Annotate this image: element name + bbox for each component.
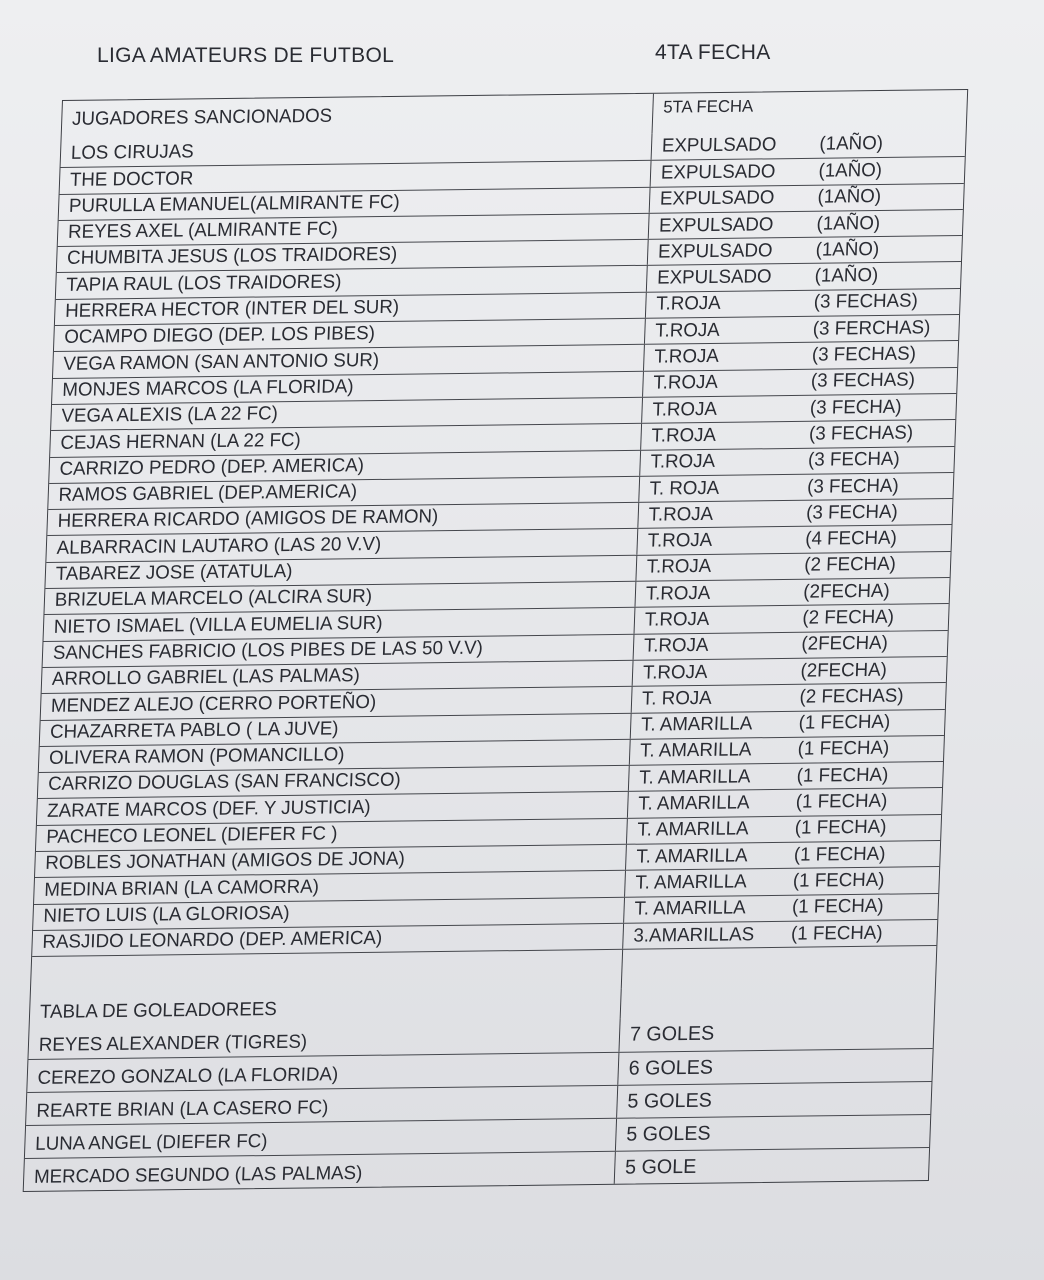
sanction-cell bbox=[650, 184, 964, 213]
sanction-duration: (2FECHA) bbox=[801, 632, 889, 656]
spacer-cell bbox=[622, 946, 937, 989]
player-cell: RAMOS GABRIEL (DEP.AMERICA) bbox=[48, 477, 640, 509]
sanction-type: T. AMARILLA bbox=[634, 897, 747, 920]
sanction-cell bbox=[634, 631, 948, 660]
sanction-duration: (1AÑO) bbox=[816, 212, 881, 235]
player-cell: CARRIZO PEDRO (DEP. AMERICA) bbox=[49, 450, 641, 482]
sanction-duration: (3 FECHA) bbox=[805, 501, 899, 524]
sanction-type: T.ROJA bbox=[643, 635, 709, 657]
sanction-type: EXPULSADO bbox=[661, 134, 777, 157]
sanction-type: T.ROJA bbox=[642, 661, 708, 684]
sanction-duration: (2 FECHA) bbox=[803, 554, 897, 577]
sanction-duration: (1 FECHA) bbox=[798, 711, 891, 734]
sanction-duration: (1 FECHA) bbox=[794, 816, 887, 840]
player-cell: NIETO LUIS (LA GLORIOSA) bbox=[33, 897, 625, 929]
sanction-type: T. ROJA bbox=[641, 687, 713, 710]
player-cell: PURULLA EMANUEL(ALMIRANTE FC) bbox=[59, 187, 651, 219]
scorer-player-cell: MERCADO SEGUNDO (LAS PALMAS) bbox=[24, 1152, 616, 1191]
scorer-player-cell: REARTE BRIAN (LA CASERO FC) bbox=[26, 1086, 618, 1125]
sanction-type: T. AMARILLA bbox=[638, 766, 751, 789]
sanction-type: T.ROJA bbox=[645, 582, 711, 605]
player-cell: ALBARRACIN LAUTARO (LAS 20 V.V) bbox=[46, 529, 638, 561]
player-cell: TABAREZ JOSE (ATATULA) bbox=[45, 556, 637, 588]
scorer-player-cell: CEREZO GONZALO (LA FLORIDA) bbox=[27, 1053, 619, 1092]
sanction-duration: (1 FECHA) bbox=[792, 869, 885, 892]
player-cell: HERRERA RICARDO (AMIGOS DE RAMON) bbox=[47, 503, 639, 535]
player-cell: OLIVERA RAMON (POMANCILLO) bbox=[39, 740, 631, 772]
sanction-rows bbox=[32, 130, 966, 956]
player-cell: MENDEZ ALEJO (CERRO PORTEÑO) bbox=[41, 687, 633, 719]
sanction-duration: (3 FECHAS) bbox=[810, 369, 916, 393]
sanction-duration: (1 FECHA) bbox=[797, 738, 890, 761]
scorer-goals-cell: 5 GOLES bbox=[627, 1089, 713, 1113]
sanction-cell bbox=[635, 578, 949, 607]
player-cell: BRIZUELA MARCELO (ALCIRA SUR) bbox=[44, 582, 636, 614]
player-cell: CHUMBITA JESUS (LOS TRAIDORES) bbox=[57, 240, 649, 272]
sanction-duration: (2 FECHA) bbox=[802, 606, 895, 629]
sanction-cell bbox=[629, 762, 943, 791]
sanction-cell bbox=[640, 447, 954, 476]
sanction-type: T. ROJA bbox=[649, 477, 720, 500]
sanction-type: EXPULSADO bbox=[660, 161, 776, 184]
sanction-type: EXPULSADO bbox=[659, 187, 775, 210]
player-cell: VEGA ALEXIS (LA 22 FC) bbox=[51, 398, 643, 430]
sanction-duration: (2FECHA) bbox=[803, 580, 891, 603]
sanction-duration: (3 FERCHAS) bbox=[812, 317, 931, 340]
sanction-duration: (1AÑO) bbox=[814, 265, 879, 287]
sanction-type: T.ROJA bbox=[644, 608, 710, 631]
sanction-duration: (3 FECHA) bbox=[806, 475, 900, 498]
player-cell: REYES AXEL (ALMIRANTE FC) bbox=[58, 214, 650, 246]
sanction-cell bbox=[624, 894, 938, 923]
sanction-duration: (1AÑO) bbox=[817, 186, 882, 208]
league-title: LIGA AMATEURS DE FUTBOL bbox=[97, 44, 395, 67]
player-cell: VEGA RAMON (SAN ANTONIO SUR) bbox=[53, 345, 645, 377]
sanction-type: T.ROJA bbox=[652, 398, 718, 421]
scorer-goals-cell: 6 GOLES bbox=[628, 1056, 714, 1080]
round-title: 4TA FECHA bbox=[655, 41, 771, 64]
sanction-cell bbox=[636, 552, 950, 581]
sanction-type: T.ROJA bbox=[648, 503, 714, 526]
sanction-type: T.ROJA bbox=[653, 345, 720, 368]
sanction-cell bbox=[638, 499, 952, 528]
scorers-title: TABLA DE GOLEADOREES bbox=[30, 989, 622, 1026]
sanction-duration: (3 FECHAS) bbox=[808, 422, 914, 445]
sanction-cell bbox=[651, 157, 965, 186]
sanction-cell bbox=[623, 920, 937, 949]
sanction-type: T. AMARILLA bbox=[635, 871, 748, 894]
sanction-cell bbox=[643, 368, 957, 397]
sanction-duration: (1 FECHA) bbox=[793, 843, 886, 866]
sanction-duration: (3 FECHAS) bbox=[813, 290, 919, 314]
sanction-type: T. AMARILLA bbox=[640, 713, 753, 736]
sanction-cell bbox=[633, 657, 947, 686]
player-cell: TAPIA RAUL (LOS TRAIDORES) bbox=[56, 266, 648, 298]
scorer-goals-cell: 5 GOLES bbox=[625, 1122, 712, 1146]
sanction-type: EXPULSADO bbox=[656, 266, 772, 289]
player-cell: MEDINA BRIAN (LA CAMORRA) bbox=[34, 871, 626, 903]
player-cell: LOS CIRUJAS bbox=[61, 134, 653, 167]
scorer-goals-cell: 5 GOLE bbox=[624, 1155, 697, 1179]
header-players: JUGADORES SANCIONADOS bbox=[62, 94, 654, 141]
sanction-type: 3.AMARILLAS bbox=[633, 923, 755, 947]
sanction-type: EXPULSADO bbox=[658, 213, 774, 237]
sanction-cell bbox=[647, 262, 961, 291]
sanction-cell bbox=[626, 841, 940, 870]
player-cell: HERRERA HECTOR (INTER DEL SUR) bbox=[55, 293, 647, 325]
sanction-cell bbox=[637, 525, 951, 554]
player-cell: ROBLES JONATHAN (AMIGOS DE JONA) bbox=[35, 845, 627, 877]
player-cell: THE DOCTOR bbox=[60, 161, 652, 193]
sanction-duration: (1 FECHA) bbox=[791, 895, 884, 918]
sanction-cell bbox=[646, 289, 960, 318]
scorers-title-cell bbox=[621, 985, 935, 1019]
sanction-cell bbox=[627, 815, 941, 844]
sanction-duration: (1 FECHA) bbox=[795, 790, 888, 813]
player-cell: OCAMPO DIEGO (DEP. LOS PIBES) bbox=[54, 319, 646, 351]
sanction-cell bbox=[630, 736, 944, 765]
player-cell: NIETO ISMAEL (VILLA EUMELIA SUR) bbox=[44, 608, 636, 640]
player-cell: CARRIZO DOUGLAS (SAN FRANCISCO) bbox=[38, 766, 630, 798]
player-cell: ZARATE MARCOS (DEF. Y JUSTICIA) bbox=[37, 792, 629, 824]
sanction-duration: (1 FECHA) bbox=[790, 922, 883, 945]
sanction-duration: (3 FECHA) bbox=[809, 396, 902, 419]
sanction-type: T.ROJA bbox=[654, 319, 721, 342]
player-cell: SANCHES FABRICIO (LOS PIBES DE LAS 50 V.V) bbox=[43, 634, 635, 666]
player-cell: CEJAS HERNAN (LA 22 FC) bbox=[50, 424, 642, 456]
sanction-duration: (1AÑO) bbox=[818, 159, 883, 182]
sanction-cell bbox=[644, 341, 958, 370]
player-cell: CHAZARRETA PABLO ( LA JUVE) bbox=[40, 713, 632, 745]
sanction-duration: (1 FECHA) bbox=[796, 764, 889, 787]
sanction-cell bbox=[642, 394, 956, 423]
sanction-type: T. AMARILLA bbox=[635, 844, 749, 868]
sanction-type: T. AMARILLA bbox=[639, 739, 752, 763]
sanction-cell bbox=[628, 788, 942, 817]
sanction-type: T.ROJA bbox=[652, 372, 719, 394]
sanctions-table bbox=[23, 89, 969, 1192]
sanction-duration: (2 FECHAS) bbox=[799, 685, 904, 708]
sanction-cell bbox=[649, 210, 963, 239]
sanction-duration: (1AÑO) bbox=[815, 238, 880, 261]
sanction-cell bbox=[652, 130, 966, 160]
sanction-duration: (1AÑO) bbox=[819, 133, 884, 155]
sanction-duration: (3 FECHAS) bbox=[811, 343, 917, 366]
scorer-rows bbox=[24, 1015, 934, 1191]
scorer-player-cell: LUNA ANGEL (DIEFER FC) bbox=[25, 1119, 617, 1158]
sanction-cell bbox=[625, 867, 939, 896]
sanction-cell bbox=[639, 473, 953, 502]
player-cell: MONJES MARCOS (LA FLORIDA) bbox=[52, 371, 644, 403]
sanction-type: T.ROJA bbox=[651, 424, 717, 447]
sanction-duration: (3 FECHA) bbox=[807, 448, 901, 471]
sanction-cell bbox=[632, 683, 946, 712]
sanction-cell bbox=[631, 710, 945, 739]
sanction-type: T.ROJA bbox=[647, 529, 713, 552]
header-next-round: 5TA FECHA bbox=[662, 96, 754, 117]
player-cell: PACHECO LEONEL (DIEFER FC ) bbox=[36, 819, 628, 851]
sanction-duration: (2FECHA) bbox=[800, 659, 888, 682]
sanction-type: T. AMARILLA bbox=[636, 818, 749, 842]
scorer-goals-cell: 7 GOLES bbox=[629, 1022, 715, 1046]
sanction-type: T. AMARILLA bbox=[637, 792, 750, 815]
sanction-cell bbox=[648, 236, 962, 265]
player-cell: RASJIDO LEONARDO (DEP. AMERICA) bbox=[32, 924, 624, 956]
sanction-duration: (4 FECHA) bbox=[804, 527, 898, 550]
scorer-player-cell: REYES ALEXANDER (TIGRES) bbox=[28, 1019, 620, 1059]
sanction-cell bbox=[645, 315, 959, 344]
sanction-cell bbox=[641, 420, 955, 449]
sanction-type: T.ROJA bbox=[650, 451, 716, 473]
player-cell: ARROLLO GABRIEL (LAS PALMAS) bbox=[42, 661, 634, 693]
sanction-type: T.ROJA bbox=[655, 293, 722, 316]
sanction-type: T.ROJA bbox=[646, 556, 712, 579]
sanction-cell bbox=[635, 604, 949, 633]
sanction-type: EXPULSADO bbox=[657, 240, 773, 263]
